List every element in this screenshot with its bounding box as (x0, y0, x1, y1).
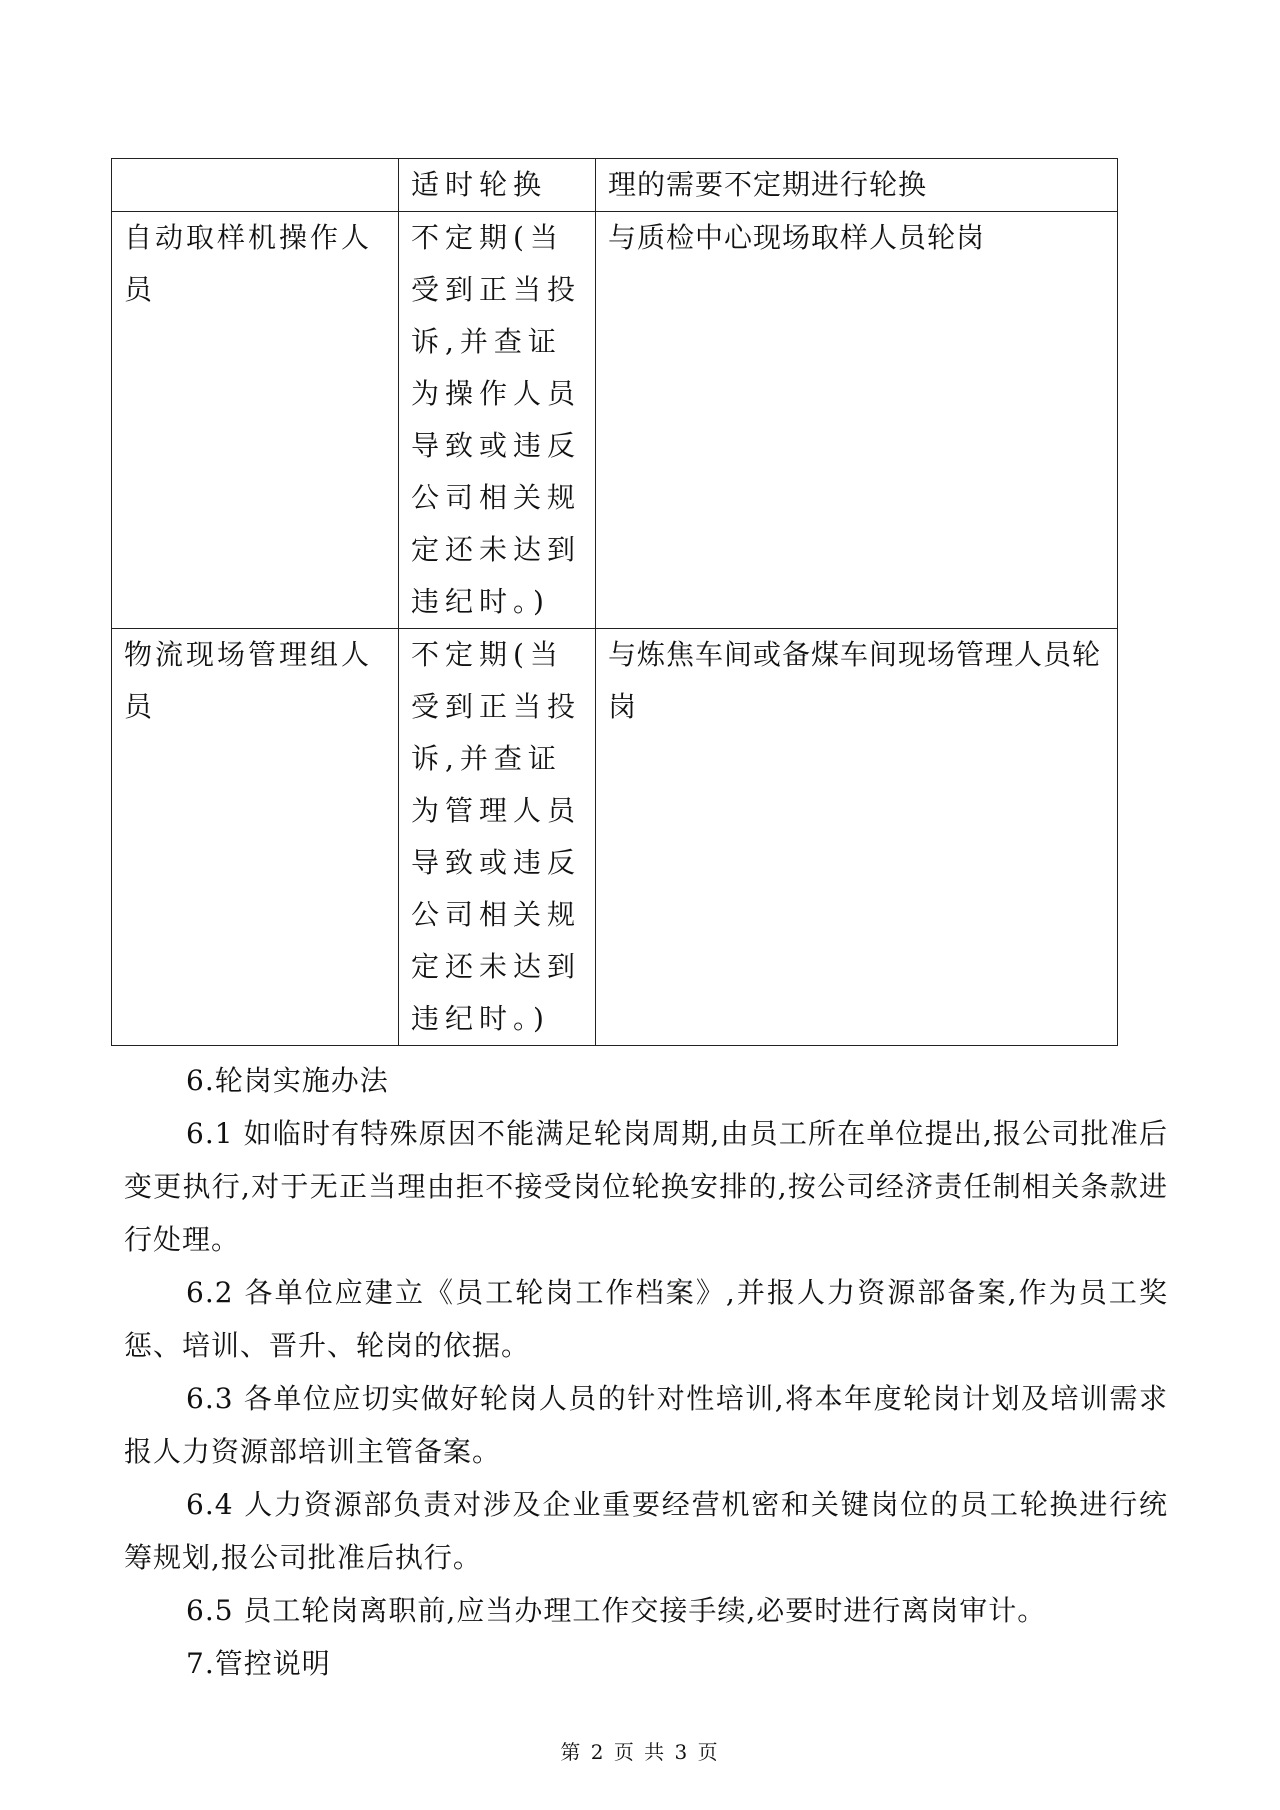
table-cell-method: 与质检中心现场取样人员轮岗 (596, 212, 1118, 629)
table-row (112, 159, 1118, 212)
table-cell-period: 适时轮换 (399, 159, 596, 212)
table-cell-period: 不定期(当受到正当投诉,并查证为操作人员导致或违反公司相关规定还未达到违纪时。) (399, 212, 596, 629)
table-row (112, 629, 1118, 1046)
section-heading: 6.轮岗实施办法 (186, 1064, 389, 1097)
paragraph: 6.4 人力资源部负责对涉及企业重要经营机密和关键岗位的员工轮换进行统筹规划,报公司批准后执行。 (124, 1488, 1168, 1574)
rotation-table (111, 158, 1118, 1046)
paragraph: 6.2 各单位应建立《员工轮岗工作档案》,并报人力资源部备案,作为员工奖惩、培训、晋升、轮岗的依据。 (124, 1276, 1168, 1362)
paragraph: 6.5 员工轮岗离职前,应当办理工作交接手续,必要时进行离岗审计。 (186, 1594, 1047, 1627)
section-heading: 7.管控说明 (186, 1647, 331, 1680)
table-cell-position: 自动取样机操作人员 (112, 212, 399, 629)
table-cell-method: 理的需要不定期进行轮换 (596, 159, 1118, 212)
table-cell-position: 物流现场管理组人员 (112, 629, 399, 1046)
table-cell-period: 不定期(当受到正当投诉,并查证为管理人员导致或违反公司相关规定还未达到违纪时。) (399, 629, 596, 1046)
paragraph: 6.3 各单位应切实做好轮岗人员的针对性培训,将本年度轮岗计划及培训需求报人力资源部培训主管备案。 (124, 1382, 1168, 1468)
table-row (112, 212, 1118, 629)
table-cell-method: 与炼焦车间或备煤车间现场管理人员轮岗 (596, 629, 1118, 1046)
body-text (124, 1054, 1168, 1690)
page-footer: 第 2 页 共 3 页 (560, 1740, 720, 1764)
table-cell-position (112, 159, 399, 212)
paragraph: 6.1 如临时有特殊原因不能满足轮岗周期,由员工所在单位提出,报公司批准后变更执行,对于无正当理由拒不接受岗位轮换安排的,按公司经济责任制相关条款进行处理。 (124, 1117, 1168, 1256)
